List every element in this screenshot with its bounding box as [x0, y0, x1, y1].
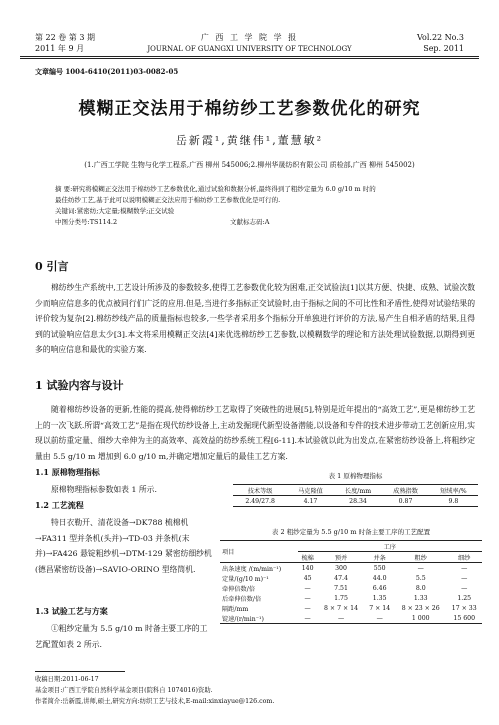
table-2-column-header: 预并	[334, 554, 348, 562]
abstract-line-1: 摘 要:研究将模糊正交法用于棉纺纱工艺参数优化,通过试验和数据分析,最终得到了粗纱定量为 6.0 g/10 m 时的	[55, 185, 376, 193]
volume-issue: 第 22 卷 第 3 期	[35, 33, 95, 42]
abstract	[55, 184, 455, 228]
footnote-rule	[35, 671, 125, 672]
table-2-cell: 7 × 14	[369, 604, 391, 612]
paper-title: 模糊正交法用于棉纺纱工艺参数优化的研究	[78, 99, 421, 119]
section-heading-intro: 0 引言	[35, 260, 69, 273]
keywords: 关键词:紧密纺;大定量;模糊数学;正交试验	[55, 207, 175, 215]
table-2-cell: —	[304, 604, 311, 612]
table-1-header: 短绒率/%	[440, 487, 467, 495]
table-2	[220, 540, 482, 624]
table-1-cell: 9.8	[448, 497, 459, 505]
table-2-cell: 15 600	[453, 614, 476, 622]
table-2-cell: —	[376, 614, 383, 622]
date-en: Sep. 2011	[423, 44, 464, 53]
table-2-cell: 1.33	[413, 594, 428, 602]
table-2-item-label: 项目	[220, 541, 298, 563]
affiliation: (1.广西工学院 生物与化学工程系,广西 柳州 545006;2.柳州华晟纺织有限公司 质检部,广西 柳州 545002)	[84, 161, 415, 169]
authors: 岳新霞¹,黄继伟¹,董慧敏²	[175, 134, 324, 147]
article-id: 文章编号 1004-6410(2011)03-0082-05	[35, 67, 179, 76]
table-2-row	[220, 593, 482, 603]
table-2-column-header: 细纱	[458, 554, 471, 562]
table-1-header: 技术等级	[247, 487, 273, 495]
received-date: 收稿日期:2011-06-17	[35, 676, 99, 683]
subsection-1-1-body: 原棉物理指标参数如表 1 所示.	[51, 485, 157, 494]
table-2-column-header: 并条	[373, 554, 386, 562]
footnotes	[35, 674, 475, 707]
table-2-cell: 45	[303, 574, 312, 582]
table-2-cell: —	[304, 594, 311, 602]
table-2-cell: 550	[373, 564, 386, 572]
table-2-cell: 1.35	[372, 594, 387, 602]
table-2-cell: 8.0	[415, 584, 426, 592]
subsection-heading-1-3: 1.3 试验工艺与方案	[35, 606, 108, 616]
journal-name-cn: 广 西 工 学 院 学 报	[200, 33, 299, 42]
table-2-cell: 1 000	[411, 614, 430, 622]
intro-paragraph: 棉纺纱生产系统中,工艺设计所涉及的参数较多,使得工艺参数优化较为困难,正交试验法[1]以其方便、快捷、成熟、试验次数少而响应信息多的优点被同行们广泛的应用.但是,当进行多指标正交试验时,由于指标之间的不可比性和矛盾性,使得对试验结果的评价较为复杂[2].棉纺纱线产品的质量指标也较多,一些学者采用多个指标分开单独进行评价的方法,易产生自相矛盾的结果,且得到的试验响应信息太少[3].本文将采用模糊正交法[4]来优选棉纺纱工艺参数,以模糊数学的理论和方法处理试验数据,以期得到更多的响应信息和最优的实验方案.	[35, 283, 475, 354]
table-2-cell: —	[304, 584, 311, 592]
clc-number: 中图分类号:TS114.2	[55, 218, 118, 226]
abstract-line-2: 最佳纺纱工艺,基于此可以说明模糊正交法应用于棉纺纱工艺参数优化是可行的.	[55, 196, 281, 204]
table-2-cell: —	[461, 574, 468, 582]
table-2-cell: 7.51	[334, 584, 348, 592]
table-2-cell: 5.5	[415, 574, 426, 582]
table-2-cell: —	[304, 614, 311, 622]
table-2-cell: —	[461, 564, 468, 572]
table-2-row	[220, 613, 482, 624]
table-1-cell: 0.87	[398, 497, 413, 505]
table-2-row	[220, 563, 482, 574]
header-rule	[20, 56, 479, 57]
table-2-cell: 140	[301, 564, 314, 572]
table-2-cell: 44.0	[372, 574, 387, 582]
table-2-row-label: 定量/(g/10 m)⁻¹	[222, 575, 269, 583]
journal-name-en: JOURNAL OF GUANGXI UNIVERSITY OF TECHNOLOGY	[147, 45, 352, 53]
table-1-cell: 4.17	[303, 497, 318, 505]
table-2-row-label: 牵伸倍数/倍	[222, 585, 256, 593]
table-2-column-header: 梳棉	[301, 554, 314, 562]
funding-note: 基金项目:广西工学院自然科学基金项目(院科自 1074016)资助.	[35, 687, 213, 694]
header-rule-2	[20, 58, 479, 59]
section-heading-experiment: 1 试验内容与设计	[35, 379, 124, 392]
table-2-process-label: 工序	[298, 541, 482, 552]
table-1-header: 马克隆值	[298, 487, 323, 495]
table-2-cell: 1.25	[457, 594, 472, 602]
subsection-1-2-body: 特日衣勒开、清花设备→DK788 梳棉机→FA311 型并条机(头并)→TD-03 并条机(末并)→FA426 悬锭粗纱机→DTM-129 紧密纺细纱机(德昌紧密纺设备)→SAVIO-ORINO 型络筒机.	[35, 518, 212, 574]
author-bio: 作者简介:岳新霞,讲师,硕士,研究方向:纺织工艺与技术,E-mail:xinxiayue@126.com.	[35, 698, 275, 705]
issue-date: 2011 年 9 月	[35, 44, 85, 53]
table-2-cell: 8 × 7 × 14	[324, 604, 359, 612]
volume-en: Vol.22 No.3	[417, 33, 464, 42]
table-2-row	[220, 573, 482, 583]
table-2-row	[220, 583, 482, 593]
table-2-row-label: 隔距/mm	[222, 605, 249, 613]
document-code: 文献标志码:A	[230, 218, 270, 226]
table-2-caption: 表 2 粗纱定量为 5.5 g/10 m 时备主要工序的工艺配置	[271, 528, 431, 536]
subsection-heading-1-1: 1.1 原棉物理指标	[35, 467, 100, 477]
table-2-row-label: 锭速/(r/min⁻¹)	[222, 615, 264, 623]
table-2-cell: 8 × 23 × 26	[401, 604, 440, 612]
table-1-cell: 2.49/27.8	[245, 497, 275, 505]
table-2-cell: 1.75	[334, 594, 348, 602]
table-2-cell: 6.46	[372, 584, 387, 592]
table-2-cell: —	[461, 584, 468, 592]
table-2-column-header: 粗纱	[414, 554, 427, 562]
experiment-paragraph: 随着棉纺纱设备的更新,性能的提高,使得棉纺纱工艺取得了突破性的进展[5],特别是近年提出的“高效工艺”,更是棉纺纱工艺上的一次飞跃.所谓“高效工艺”是指在现代纺纱设备上,主动发掘现代新型设备潜能,以设备和专件的技术进步带动工艺创新应用,实现以前纺重定量、细纱大牵伸为主的高效率、高效益的纺纱系统工程[6-11].本试验就以此为出发点,在紧密纺纱设备上,将粗纱定量由 5.5 g/10 m 增加到 6.0 g/10 m,并确定增加定量后的最佳工艺方案.	[35, 405, 475, 461]
table-2-row-label: 后牵伸倍数/倍	[222, 595, 262, 603]
table-2-row	[220, 603, 482, 613]
table-1-cell: 28.34	[349, 497, 367, 505]
table-1-header: 成熟指数	[393, 487, 418, 495]
table-2-row-label: 出条速度 /(m/min⁻¹)	[222, 565, 282, 573]
subsection-1-3-body: ①粗纱定量为 5.5 g/10 m 时备主要工序的工艺配置如表 2 所示.	[35, 624, 208, 649]
subsection-heading-1-2: 1.2 工艺流程	[35, 500, 84, 510]
table-2-cell: —	[337, 614, 345, 622]
table-1	[233, 484, 478, 507]
table-1-header: 长度/mm	[344, 487, 372, 495]
table-2-cell: 47.4	[334, 574, 348, 582]
table-1-caption: 表 1 原棉物理指标	[328, 472, 383, 480]
table-2-cell: 300	[335, 564, 347, 572]
table-2-cell: —	[417, 564, 424, 572]
table-2-cell: 17 × 33	[451, 604, 477, 612]
